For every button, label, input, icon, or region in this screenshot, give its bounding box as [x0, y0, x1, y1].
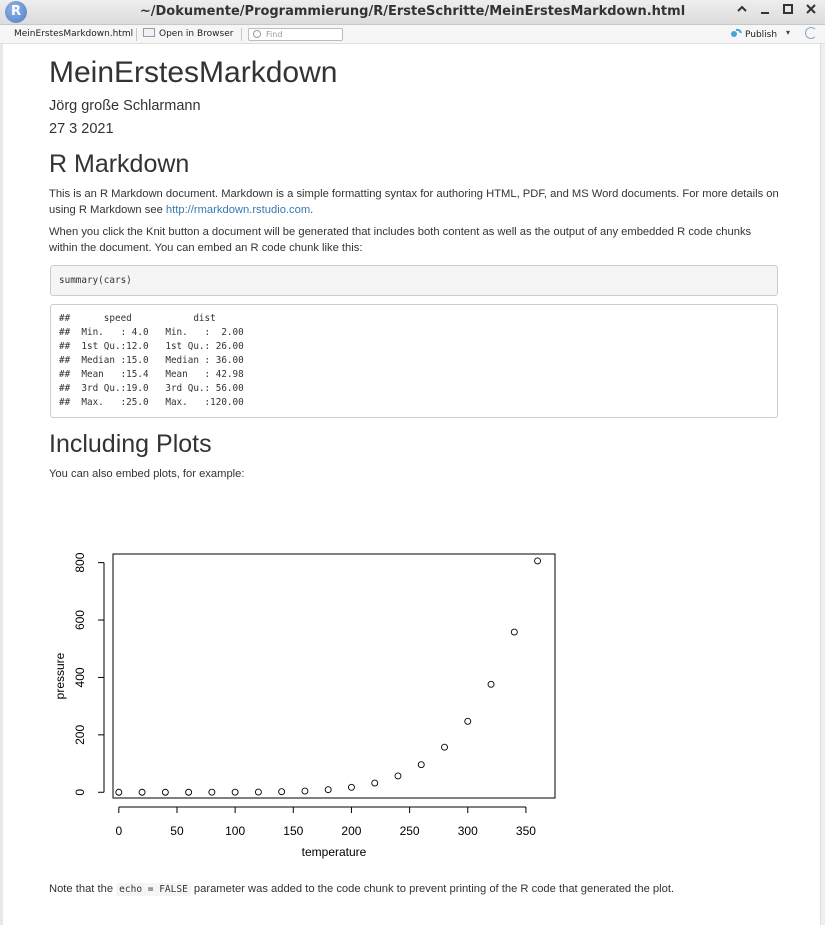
data-point [488, 681, 494, 687]
r-logo-icon: R [5, 1, 27, 23]
publish-dropdown-icon[interactable]: ▾ [786, 28, 791, 37]
output-line: ## Min. : 4.0 Min. : 2.00 [59, 327, 255, 338]
data-point [325, 787, 331, 793]
output-line: ## Median :15.0 Median : 36.00 [59, 355, 255, 366]
intro-paragraph [49, 187, 779, 218]
code-chunk [50, 265, 778, 296]
data-point [232, 789, 238, 795]
knit-paragraph: When you click the Knit button a document will be generated that includes both content as well as the output of any embedded R code chunks within the document. You can embed an R code chunk like this: [49, 226, 752, 254]
rmarkdown-link[interactable]: http://rmarkdown.rstudio.com [165, 203, 311, 216]
window-title: ~/Dokumente/Programmierung/R/ErsteSchritte/MeinErstesMarkdown.html [139, 4, 686, 19]
data-point [442, 744, 448, 750]
maximize-icon[interactable] [779, 3, 797, 21]
data-point [511, 629, 517, 635]
x-tick-label: 0 [115, 824, 123, 838]
data-point [302, 788, 308, 794]
y-tick-label: 0 [73, 788, 87, 796]
open-in-browser-label: Open in Browser [159, 29, 234, 39]
search-icon [253, 30, 261, 38]
y-tick-label: 200 [73, 724, 87, 745]
data-point [116, 789, 122, 795]
viewer-toolbar [0, 25, 825, 44]
refresh-icon[interactable] [805, 27, 817, 39]
output-line: ## 3rd Qu.:19.0 3rd Qu.: 56.00 [59, 383, 255, 394]
echo-false-code: echo = FALSE [116, 883, 191, 896]
x-tick-label: 300 [457, 824, 478, 838]
publish-button[interactable] [730, 28, 777, 40]
code-output [50, 304, 778, 418]
section-heading-r-markdown: R Markdown [49, 150, 190, 178]
publish-icon [730, 28, 742, 38]
toolbar-divider [136, 28, 137, 41]
pressure-temperature-plot [49, 540, 569, 865]
intro-end: . [310, 203, 314, 216]
x-tick-label: 200 [341, 824, 362, 838]
y-axis-label: pressure [53, 652, 67, 700]
browser-window-icon [143, 28, 155, 37]
x-tick-label: 350 [515, 824, 536, 838]
code-text: summary(cars) [59, 275, 132, 286]
x-tick-label: 150 [283, 824, 304, 838]
data-point [279, 789, 285, 795]
chevron-up-icon[interactable] [733, 3, 751, 21]
find-placeholder: Find [266, 30, 283, 39]
data-point [209, 789, 215, 795]
document-title: MeinErstesMarkdown [49, 56, 338, 89]
data-point [372, 780, 378, 786]
window-title-bar [0, 0, 825, 25]
note-before: Note that the [49, 883, 117, 895]
echo-note [49, 882, 779, 898]
intro-text: This is an R Markdown document. Markdown is a simple formatting syntax for authoring HTML, PDF, and MS Word documents. For more details on using R Markdown see [49, 188, 779, 216]
output-line: ## 1st Qu.:12.0 1st Qu.: 26.00 [59, 341, 255, 352]
section-heading-including-plots: Including Plots [49, 430, 212, 458]
data-point [255, 789, 261, 795]
data-point [186, 789, 192, 795]
publish-label: Publish [745, 30, 778, 40]
y-tick-label: 600 [73, 610, 87, 631]
find-input[interactable] [248, 28, 343, 41]
data-point [348, 784, 354, 790]
close-icon[interactable] [802, 3, 820, 21]
output-line: ## Mean :15.4 Mean : 42.98 [59, 369, 255, 380]
toolbar-divider [241, 28, 242, 41]
x-tick-label: 250 [399, 824, 420, 838]
data-point [535, 558, 541, 564]
open-in-browser-button[interactable] [143, 28, 233, 39]
plot-frame [113, 554, 555, 798]
y-tick-label: 800 [73, 552, 87, 573]
minimize-icon[interactable] [756, 3, 774, 21]
document-author: Jörg große Schlarmann [49, 98, 201, 114]
document-date: 27 3 2021 [49, 121, 114, 137]
file-name-label: MeinErstesMarkdown.html [14, 29, 134, 39]
data-point [162, 789, 168, 795]
x-tick-label: 50 [170, 824, 184, 838]
x-axis-label: temperature [301, 845, 367, 859]
plots-intro: You can also embed plots, for example: [49, 468, 245, 480]
data-point [139, 789, 145, 795]
output-line: ## speed dist [59, 313, 255, 324]
data-point [418, 762, 424, 768]
output-line: ## Max. :25.0 Max. :120.00 [59, 397, 255, 408]
note-after: parameter was added to the code chunk to prevent printing of the R code that generated the plot. [190, 883, 675, 895]
viewer-left-border [0, 44, 3, 925]
data-point [465, 718, 471, 724]
data-point [395, 773, 401, 779]
x-tick-label: 100 [225, 824, 246, 838]
viewer-scrollbar[interactable] [820, 44, 825, 925]
y-tick-label: 400 [73, 667, 87, 688]
